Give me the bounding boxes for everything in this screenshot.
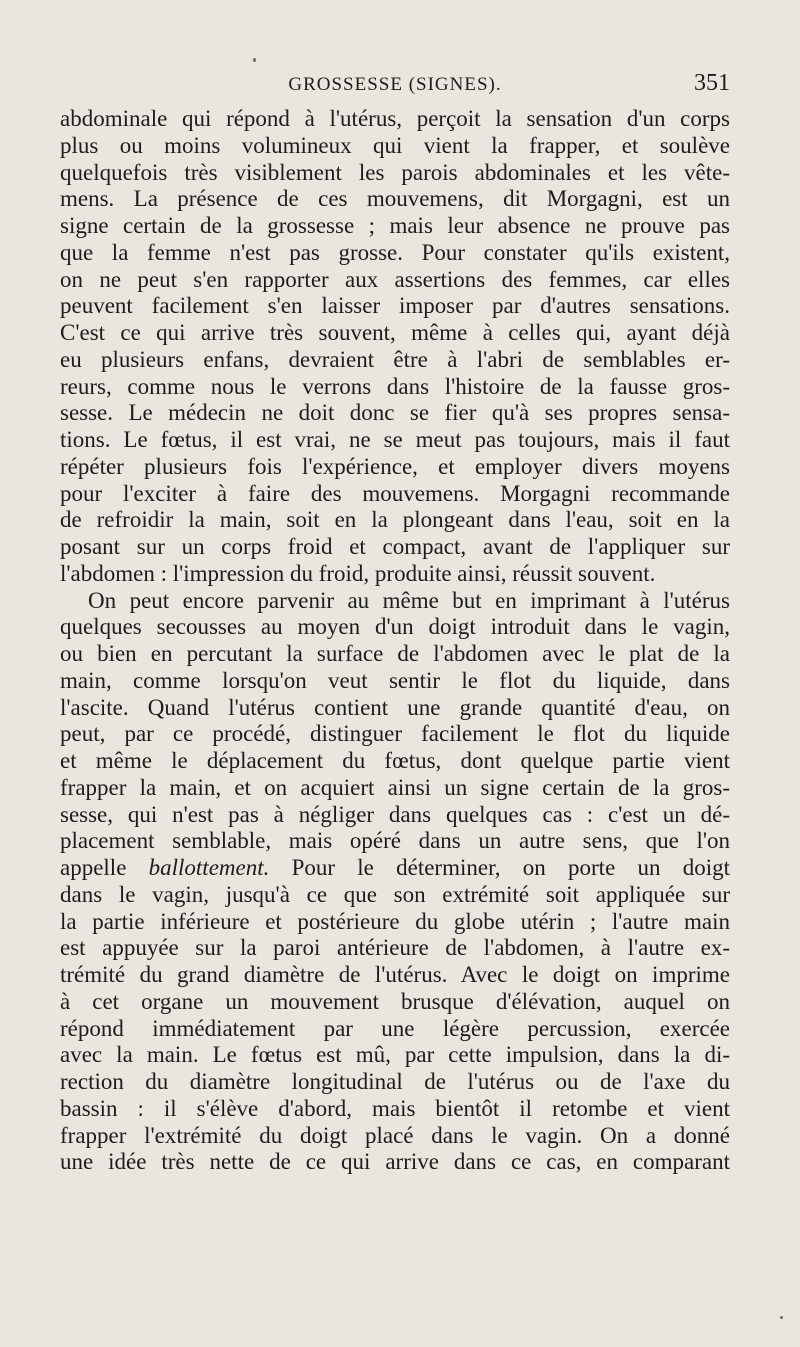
text-segment: Pour le déterminer, on porte un doigt — [291, 855, 730, 880]
text-line: que la femme n'est pas grosse. Pour constater qu'ils existent, — [60, 239, 730, 265]
paragraph-start-line: On peut encore parvenir au même but en imprimant à l'utérus — [88, 587, 730, 613]
text-line: main, comme lorsqu'on veut sentir le flot du liquide, dans — [60, 667, 730, 693]
text-line: frapper la main, et on acquiert ainsi un signe certain de la gros- — [60, 774, 730, 800]
text-line: peuvent facilement s'en laisser imposer par d'autres sensations. — [60, 293, 730, 319]
text-line: sesse. Le médecin ne doit donc se fier qu'à ses propres sensa- — [60, 400, 730, 426]
text-segment: appelle — [60, 855, 127, 880]
text-line: quelquefois très visiblement les parois abdominales et les vête- — [60, 159, 730, 185]
text-line: quelques secousses au moyen d'un doigt introduit dans le vagin, — [60, 614, 730, 640]
text-line: ou bien en percutant la surface de l'abdomen avec le plat de la — [60, 641, 730, 666]
text-line: eu plusieurs enfans, devraient être à l'abri de semblables er- — [60, 346, 730, 372]
text-line: peut, par ce procédé, distinguer facilement le flot du liquide — [60, 721, 730, 747]
text-line: reurs, comme nous le verrons dans l'histoire de la fausse gros- — [60, 373, 730, 399]
text-line: avec la main. Le fœtus est mû, par cette impulsion, dans la di- — [60, 1042, 730, 1068]
text-line: rection du diamètre longitudinal de l'utérus ou de l'axe du — [60, 1069, 730, 1094]
text-line: plus ou moins volumineux qui vient la frapper, et soulève — [60, 132, 730, 158]
italic-term: ballottement. — [148, 855, 270, 880]
text-line: de refroidir la main, soit en la plongeant dans l'eau, soit en la — [60, 507, 730, 533]
page-speck — [253, 58, 256, 62]
text-line: et même le déplacement du fœtus, dont quelque partie vient — [60, 748, 730, 773]
text-line: est appuyée sur la paroi antérieure de l'abdomen, à l'autre ex- — [60, 935, 730, 961]
text-line: dans le vagin, jusqu'à ce que son extrémité soit appliquée sur — [60, 881, 730, 907]
text-line: tions. Le fœtus, il est vrai, ne se meut pas toujours, mais il faut — [60, 427, 730, 452]
text-line: une idée très nette de ce qui arrive dans ce cas, en comparant — [60, 1149, 730, 1175]
text-line: répéter plusieurs fois l'expérience, et employer divers moyens — [60, 453, 730, 479]
text-line: posant sur un corps froid et compact, avant de l'appliquer sur — [60, 534, 730, 559]
page-speck — [780, 1316, 783, 1319]
text-line: mens. La présence de ces mouvemens, dit Morgagni, est un — [60, 186, 730, 212]
text-line: la partie inférieure et postérieure du globe utérin ; l'autre main — [60, 908, 730, 934]
text-line: signe certain de la grossesse ; mais leur absence ne prouve pas — [60, 213, 730, 238]
text-line: trémité du grand diamètre de l'utérus. Avec le doigt on imprime — [60, 962, 730, 987]
text-line-with-italic — [60, 855, 730, 882]
text-line: abdominale qui répond à l'utérus, perçoit la sensation d'un corps — [60, 106, 730, 131]
text-line: on ne peut s'en rapporter aux assertions des femmes, car elles — [60, 266, 730, 292]
page-number: 351 — [694, 70, 730, 96]
paragraph-end-line: l'abdomen : l'impression du froid, produite ainsi, réussit souvent. — [60, 560, 656, 586]
running-title: GROSSESSE (SIGNES). — [288, 74, 502, 95]
body-text — [60, 106, 730, 1176]
text-line: C'est ce qui arrive très souvent, même à celles qui, ayant déjà — [60, 320, 730, 345]
running-head — [60, 70, 730, 102]
text-line: placement semblable, mais opéré dans un autre sens, que l'on — [60, 828, 730, 854]
text-line: bassin : il s'élève d'abord, mais bientôt il retombe et vient — [60, 1095, 730, 1121]
text-line: sesse, qui n'est pas à négliger dans quelques cas : c'est un dé- — [60, 801, 730, 827]
text-line: répond immédiatement par une légère percussion, exercée — [60, 1015, 730, 1041]
text-line: à cet organe un mouvement brusque d'élévation, auquel on — [60, 988, 730, 1014]
text-line: l'ascite. Quand l'utérus contient une grande quantité d'eau, on — [60, 694, 730, 720]
text-line: pour l'exciter à faire des mouvemens. Morgagni recommande — [60, 480, 730, 506]
text-line: frapper l'extrémité du doigt placé dans le vagin. On a donné — [60, 1122, 730, 1148]
